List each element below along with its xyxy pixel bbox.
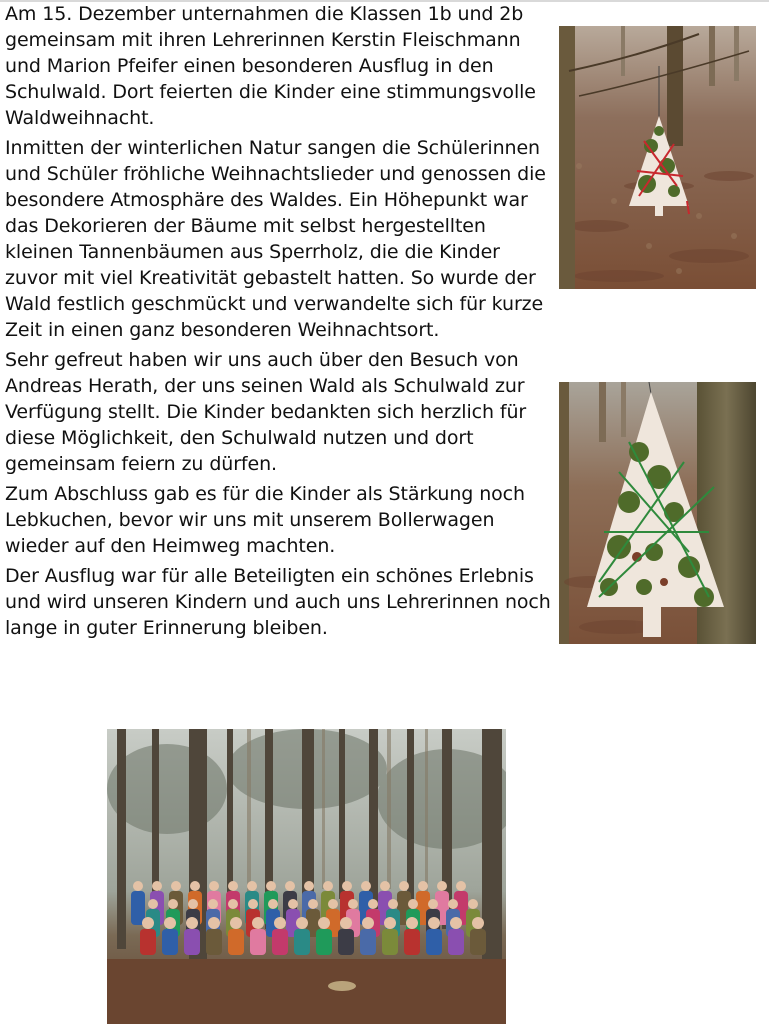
person-head [152, 881, 162, 891]
person-head [342, 881, 352, 891]
person-head [208, 917, 220, 929]
photo-ribbon-tree-ornament [559, 26, 756, 289]
person-body [470, 929, 486, 955]
person-head [142, 917, 154, 929]
paragraph-summary: Der Ausflug war für alle Beteiligten ein schönes Erlebnis und wird unseren Kindern und auch uns Lehrerinnen noch lange in guter Erinnerung bleiben. [5, 565, 551, 639]
person-head [406, 917, 418, 929]
person-head [384, 917, 396, 929]
photo-moss-tree-ornament [559, 382, 756, 644]
person-head [304, 881, 314, 891]
person-head [274, 917, 286, 929]
person-head [388, 899, 398, 909]
person-head [252, 917, 264, 929]
person-body [250, 929, 266, 955]
person-head [188, 899, 198, 909]
person-head [328, 899, 338, 909]
article-body [5, 1, 553, 645]
person-head [228, 881, 238, 891]
person-body [448, 929, 464, 955]
person-head [247, 881, 257, 891]
person-head [308, 899, 318, 909]
paragraph-closing: Zum Abschluss gab es für die Kinder als Stärkung noch Lebkuchen, bevor wir uns mit unserem Bollerwagen wieder auf den Heimweg machten. [5, 483, 525, 557]
person-head [266, 881, 276, 891]
person-head [348, 899, 358, 909]
person-head [418, 881, 428, 891]
person-head [380, 881, 390, 891]
person-head [285, 881, 295, 891]
paragraph-visit: Sehr gefreut haben wir uns auch über den Besuch von Andreas Herath, der uns seinen Wald als Schulwald zur Verfügung stellt. Die Kinder bedankten sich herzlich für diese Möglichkeit, den Schulwald nutzen und dort gemeinsam feiern zu dürfen. [5, 349, 527, 475]
person-head [408, 899, 418, 909]
person-head [361, 881, 371, 891]
person-head [230, 917, 242, 929]
paragraph-decorating: Inmitten der winterlichen Natur sangen die Schülerinnen und Schüler fröhliche Weihnachtslieder und genossen die besondere Atmosphäre des Waldes. Ein Höhepunkt war das Dekorieren der Bäume mit selbst hergestellten kleinen Tannenbäumen aus Sperrholz, die die Kinder zuvor mit viel Kreativität gebastelt hatten. So wurde der Wald festlich geschmückt und verwandelte sich für kurze Zeit in einen ganz besonderen Weihnachtsort. [5, 137, 546, 341]
person-head [428, 917, 440, 929]
person-head [209, 881, 219, 891]
person-head [450, 917, 462, 929]
person-head [171, 881, 181, 891]
person-head [472, 917, 484, 929]
person-head [296, 917, 308, 929]
person-body [404, 929, 420, 955]
person-head [248, 899, 258, 909]
person-head [368, 899, 378, 909]
person-body [206, 929, 222, 955]
person-head [288, 899, 298, 909]
person-head [323, 881, 333, 891]
person-head [362, 917, 374, 929]
person-body [294, 929, 310, 955]
person-head [133, 881, 143, 891]
person-body [228, 929, 244, 955]
person-head [268, 899, 278, 909]
person-head [168, 899, 178, 909]
person-body [360, 929, 376, 955]
person-head [186, 917, 198, 929]
person-head [428, 899, 438, 909]
person-head [468, 899, 478, 909]
person-head [148, 899, 158, 909]
person-head [164, 917, 176, 929]
person-body [184, 929, 200, 955]
person-head [399, 881, 409, 891]
person-head [456, 881, 466, 891]
person-head [190, 881, 200, 891]
person-head [228, 899, 238, 909]
person-body [316, 929, 332, 955]
person-body [272, 929, 288, 955]
paragraph-intro: Am 15. Dezember unternahmen die Klassen 1b und 2b gemeinsam mit ihren Lehrerinnen Kerstin Fleischmann und Marion Pfeifer einen besonderen Ausflug in den Schulwald. Dort feierten die Kinder eine stimmungsvolle Waldweihnacht. [5, 3, 536, 129]
person-head [437, 881, 447, 891]
person-body [382, 929, 398, 955]
person-head [340, 917, 352, 929]
person-head [448, 899, 458, 909]
person-body [162, 929, 178, 955]
person-body [338, 929, 354, 955]
person-head [208, 899, 218, 909]
photo-group-in-forest [107, 729, 506, 1024]
person-body [140, 929, 156, 955]
person-body [426, 929, 442, 955]
person-head [318, 917, 330, 929]
